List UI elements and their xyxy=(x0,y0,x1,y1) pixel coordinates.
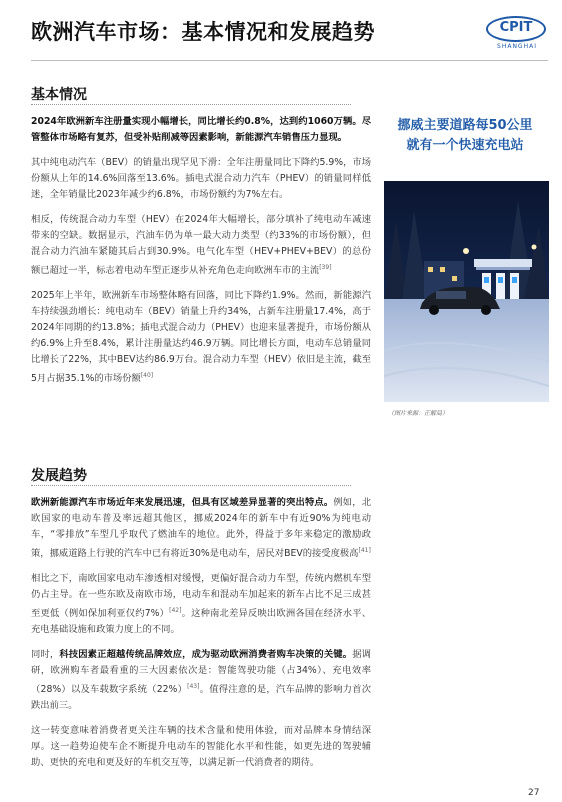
paragraph-text: 同时， xyxy=(31,649,60,661)
section-title-basic: 基本情况 xyxy=(31,87,87,103)
paragraph-text: 例如，北欧国家的电动车普及率远超其他区，挪威2024年的新车中有近90%为纯电动车，“零排放”车型几乎取代了燃油车的地位。此外，得益于多年来稳定的激励政策，挪威道路上行驶的汽车中已有将近30%是电动车，居民对BEV的接受度极高 xyxy=(31,497,371,560)
logo-subtext: SHANGHAI xyxy=(497,43,537,50)
section-trends-body xyxy=(31,495,371,780)
citation: [43] xyxy=(187,683,200,691)
logo-text: CPIT xyxy=(499,20,533,35)
page-number: 27 xyxy=(528,788,540,798)
paragraph-text: 2025年上半年，欧洲新车市场整体略有回落，同比下降约1.9%。然而，新能源汽车持续强劲增长：纯电动车（BEV）销量上升约34%，占新车注册量17.4%，高于2024年同期的约13.8%；插电式混合动力（PHEV）也迎来显著提升，市场份额从约6.9%上升至8.4%，累计注册量达约46.9万辆。同比增长方面，电动车总销量同比增长了22%，其中BEV达约86.9万台。混合动力车型（HEV）依旧是主流，截至5月占据35.1%的市场份额 xyxy=(31,290,371,385)
basic-paragraph-hev xyxy=(31,212,371,279)
sidebar-heading-line: 就有一个快速充电站 xyxy=(406,138,524,153)
photo-caption: （图片来源：正解局） xyxy=(388,410,449,417)
section-divider xyxy=(31,485,351,486)
basic-paragraph-bev: 其中纯电动汽车（BEV）的销量出现罕见下滑：全年注册量同比下降约5.9%，市场份额从上年的14.6%回落至13.6%。插电式混合动力汽车（PHEV）的销量同样低迷，全年销量比2023年减少约6.8%，市场份额约为7%左右。 xyxy=(31,157,371,200)
section-basic-body xyxy=(31,114,371,396)
trends-paragraph-regional xyxy=(31,495,371,562)
paragraph-text-tail: 。值得注意的是，汽车品牌的影响力首次跌出前三。 xyxy=(31,684,371,712)
sidebar-heading-line: 挪威主要道路每50公里 xyxy=(397,118,533,133)
citation: [42] xyxy=(169,607,182,615)
cpit-logo xyxy=(486,14,548,54)
citation: [41] xyxy=(358,547,371,554)
section-divider xyxy=(31,104,351,105)
citation: [40] xyxy=(140,372,154,380)
paragraph-text: 相反，传统混合动力车型（HEV）在2024年大幅增长，部分填补了纯电动车减速带来的空缺。数据显示，汽油车仍为单一最大动力类型（约33%的市场份额），但混合动力汽油车紧随其后占到30.9%。电气化车型（HEV+PHEV+BEV）的总份额已超过一半，标志着电动车型正逐步从补充角色走向欧洲车市的主流 xyxy=(31,214,371,277)
header-divider xyxy=(31,60,548,61)
paragraph-lead: 欧洲新能源汽车市场近年来发展迅速，但具有区域差异显著的突出特点。 xyxy=(31,497,334,508)
citation: [39] xyxy=(319,264,332,271)
charging-station-photo xyxy=(384,181,549,402)
paragraph-lead: 科技因素正超越传统品牌效应，成为驱动欧洲消费者购车决策的关键。 xyxy=(59,649,353,661)
basic-paragraph-2025 xyxy=(31,288,371,387)
trends-paragraph-consumer: 这一转变意味着消费者更关注车辆的技术含量和使用体验，而对品牌本身情结深厚。这一趋势迫使车企不断提升电动车的智能化水平和性能，如更先进的驾驶辅助、更快的充电和更及好的车机交互等，以满足新一代消费者的期待。 xyxy=(31,725,371,769)
sidebar-heading xyxy=(384,116,546,156)
trends-paragraph-tech xyxy=(31,647,371,714)
paragraph-text: 相比之下，南欧国家电动车渗透相对缓慢，更偏好混合动力车型，传统内燃机车型仍占主导。在一些东欧及南欧市场，电动车和混动车加起来的新车占比不足三成甚至更低（例如保加利亚仅约7%） xyxy=(31,573,371,620)
trends-paragraph-south xyxy=(31,571,371,638)
paragraph-text: 据调研，欧洲购车者最看重的三大因素依次是：智能驾驶功能（占34%）、充电效率（28%）以及车载数字系统（22%） xyxy=(31,649,371,696)
page-title: 欧洲汽车市场：基本情况和发展趋势 xyxy=(31,20,375,44)
section-title-trends: 发展趋势 xyxy=(31,468,87,484)
paragraph-text-tail: 。这种南北差异反映出欧洲各国在经济水平、充电基础设施和政策力度上的不同。 xyxy=(31,608,371,636)
basic-lead-paragraph: 2024年欧洲新车注册量实现小幅增长，同比增长约0.8%，达到约1060万辆。尽管整体市场略有复苏，但受补贴削减等因素影响，新能源汽车销售压力显现。 xyxy=(31,116,371,143)
